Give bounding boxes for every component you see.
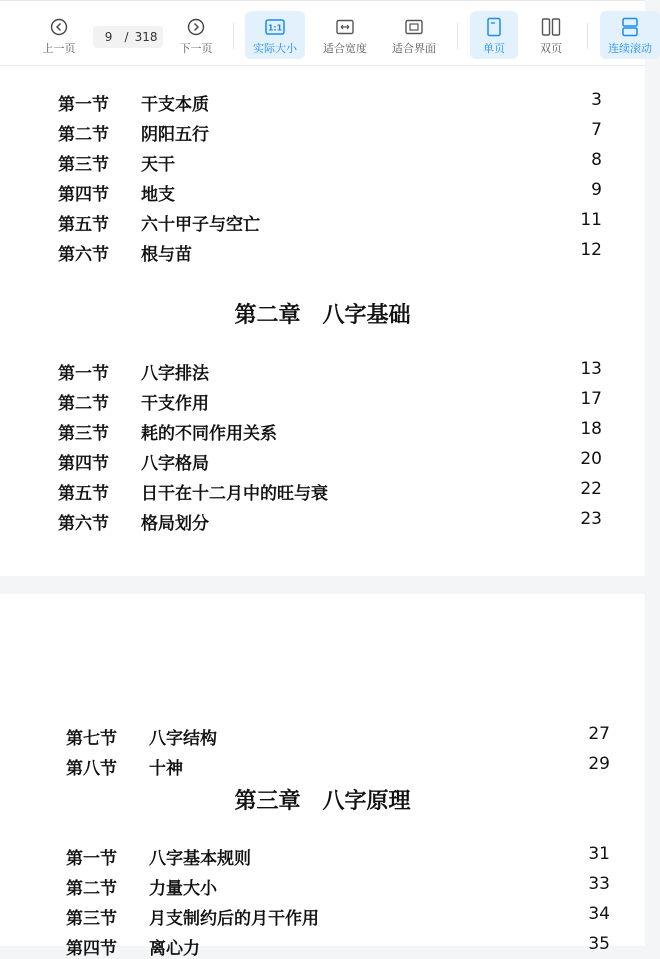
toc-section-title: 干支本质 [141, 95, 209, 115]
continuous-scroll-button[interactable] [600, 11, 660, 59]
fit-page-label: 适合界面 [392, 42, 436, 55]
toc-section-number: 第一节 [58, 364, 109, 384]
toc-section-title: 月支制约后的月干作用 [149, 909, 319, 929]
toc-section-number: 第五节 [58, 215, 109, 235]
toc-section-number: 第五节 [58, 484, 109, 504]
page-indicator [93, 26, 163, 48]
toc-section-title: 地支 [141, 185, 175, 205]
toc-page-number: 18 [580, 419, 602, 439]
chapter-heading: 第二章 八字基础 [234, 303, 411, 328]
toc-section-number: 第二节 [58, 125, 109, 145]
single-page-icon [486, 17, 502, 37]
actual-size-label: 实际大小 [253, 42, 297, 55]
viewer-toolbar [0, 0, 652, 66]
toc-section-number: 第二节 [66, 879, 117, 899]
toc-section-title: 八字结构 [149, 729, 217, 749]
toc-section-title: 八字基本规则 [149, 849, 251, 869]
toc-section-number: 第八节 [66, 759, 117, 779]
toc-section-number: 第六节 [58, 245, 109, 265]
actual-size-icon [265, 17, 285, 37]
toc-page-number: 11 [580, 210, 602, 230]
toc-page-number: 7 [591, 120, 602, 140]
document-page [0, 66, 645, 576]
toc-section-title: 格局划分 [141, 514, 209, 534]
toc-section-number: 第四节 [66, 939, 117, 959]
toc-page-number: 33 [588, 874, 610, 894]
toc-page-number: 23 [580, 509, 602, 529]
double-page-button[interactable] [527, 11, 575, 59]
toc-section-title: 八字格局 [141, 454, 209, 474]
fit-width-icon [335, 17, 355, 37]
toc-section-number: 第四节 [58, 454, 109, 474]
actual-size-button[interactable] [245, 11, 305, 59]
toc-page-number: 17 [580, 389, 602, 409]
toc-section-title: 离心力 [149, 939, 200, 959]
toc-page-number: 13 [580, 359, 602, 379]
chevron-left-circle-icon [50, 17, 68, 37]
toc-page-number: 29 [588, 754, 610, 774]
toc-section-title: 六十甲子与空亡 [141, 215, 260, 235]
divider [587, 23, 588, 49]
toc-page-number: 3 [591, 90, 602, 110]
toc-section-title: 天干 [141, 155, 175, 175]
toc-section-number: 第四节 [58, 185, 109, 205]
fit-page-icon [404, 17, 424, 37]
double-page-label: 双页 [540, 42, 562, 55]
toc-section-title: 干支作用 [141, 394, 209, 414]
toc-page-number: 34 [588, 904, 610, 924]
toc-page-number: 35 [588, 934, 610, 954]
toc-section-number: 第一节 [58, 95, 109, 115]
continuous-scroll-label: 连续滚动 [608, 42, 652, 55]
toc-page-number: 12 [580, 240, 602, 260]
divider [457, 23, 458, 49]
divider [233, 23, 234, 49]
svg-text:1:1: 1:1 [267, 23, 283, 33]
current-page-input[interactable] [99, 30, 119, 44]
toc-section-number: 第七节 [66, 729, 117, 749]
toc-section-title: 耗的不同作用关系 [141, 424, 277, 444]
toc-page-number: 22 [580, 479, 602, 499]
toc-section-title: 十神 [149, 759, 183, 779]
document-page [0, 594, 645, 959]
single-page-label: 单页 [483, 42, 505, 55]
fit-width-label: 适合宽度 [323, 42, 367, 55]
chapter-heading: 第三章 八字原理 [234, 789, 411, 814]
toc-section-number: 第三节 [58, 155, 109, 175]
next-page-button[interactable] [171, 11, 221, 59]
page-separator: / [124, 30, 129, 44]
toc-section-number: 第六节 [58, 514, 109, 534]
toc-section-number: 第三节 [66, 909, 117, 929]
toc-section-number: 第三节 [58, 424, 109, 444]
toc-page-number: 20 [580, 449, 602, 469]
toc-section-title: 根与苗 [141, 245, 192, 265]
prev-page-label: 上一页 [42, 42, 76, 55]
toc-section-title: 阴阳五行 [141, 125, 209, 145]
toc-page-number: 27 [588, 724, 610, 744]
fit-width-button[interactable] [315, 11, 375, 59]
toc-section-title: 日干在十二月中的旺与衰 [141, 484, 328, 504]
single-page-button[interactable] [470, 11, 518, 59]
toc-page-number: 9 [591, 180, 602, 200]
toc-page-number: 31 [588, 844, 610, 864]
toc-section-title: 八字排法 [141, 364, 209, 384]
double-page-icon [541, 17, 561, 37]
continuous-scroll-icon [621, 17, 639, 37]
prev-page-button[interactable] [34, 11, 84, 59]
chevron-right-circle-icon [187, 17, 205, 37]
toc-section-number: 第一节 [66, 849, 117, 869]
toc-page-number: 8 [591, 150, 602, 170]
toc-section-title: 力量大小 [149, 879, 217, 899]
total-pages: 318 [134, 30, 158, 44]
fit-page-button[interactable] [384, 11, 444, 59]
toc-section-number: 第二节 [58, 394, 109, 414]
next-page-label: 下一页 [179, 42, 213, 55]
